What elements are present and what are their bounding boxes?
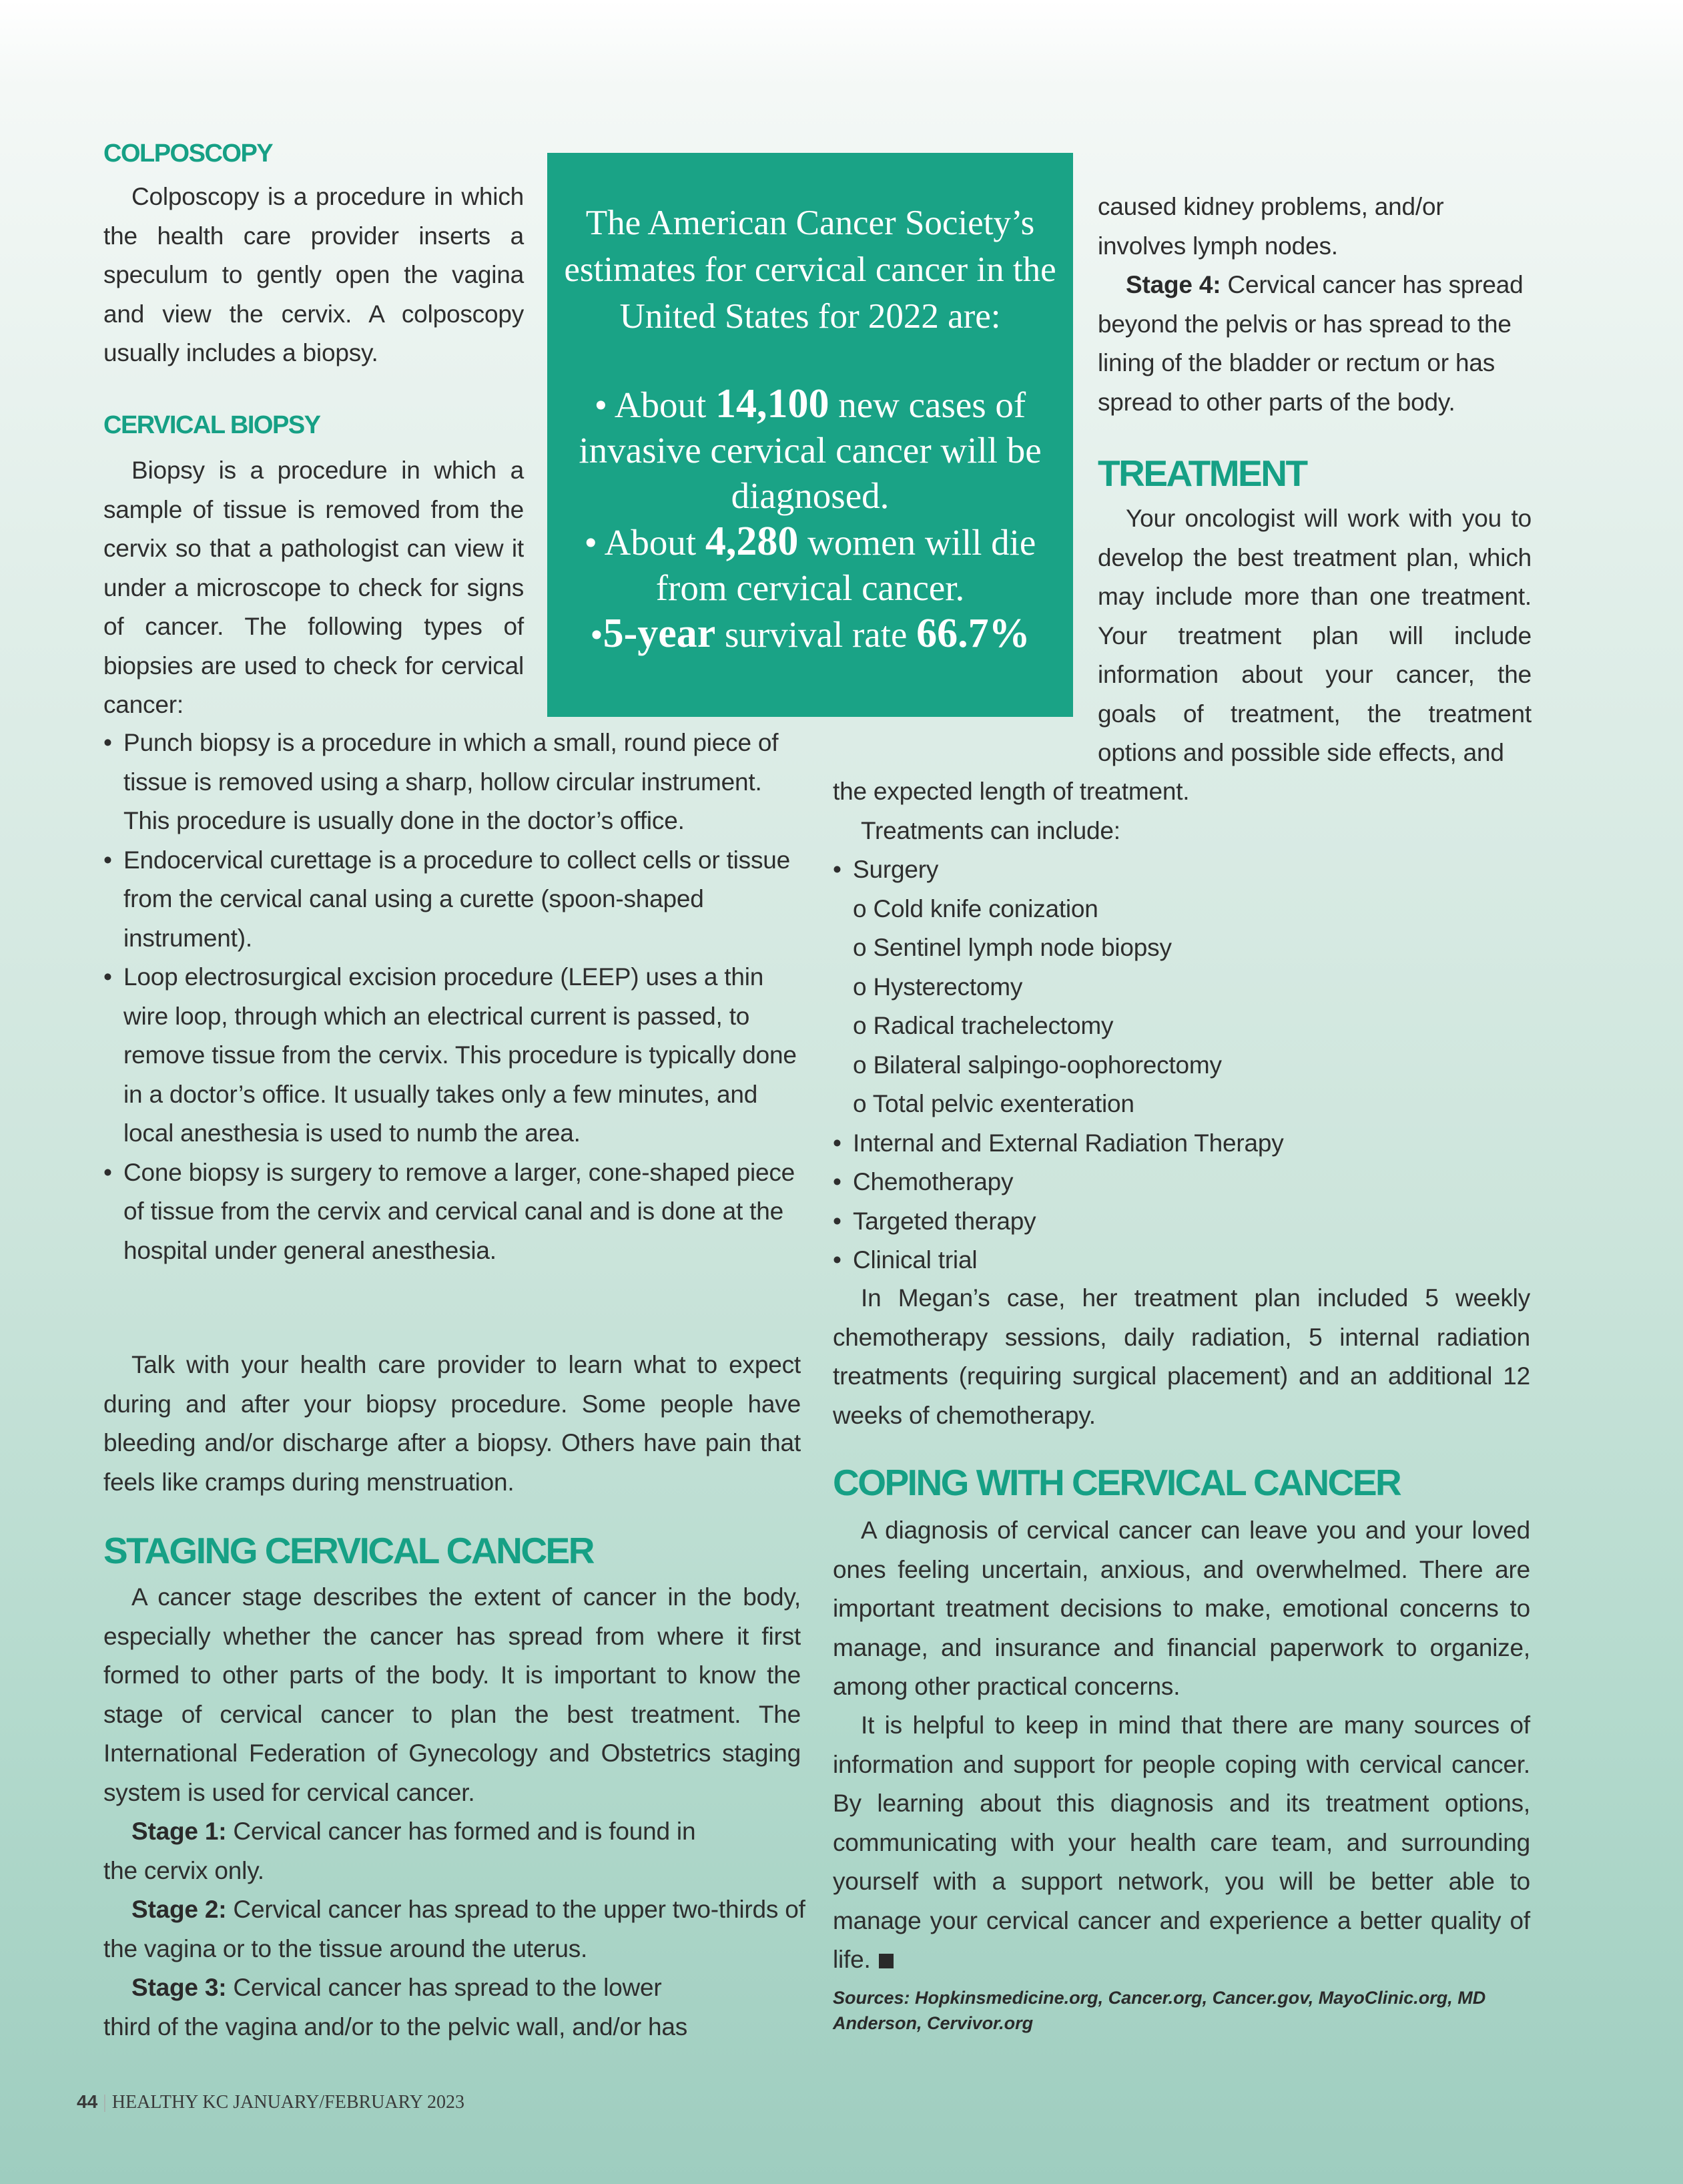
list-item: • Cone biopsy is surgery to remove a larger, cone-shaped piece of tissue from the cervix and cervical canal and is done at the hospital under general anesthesia. [103,1153,804,1271]
callout-item2-pre: • About [584,522,705,563]
callout-item-survival [563,611,1057,657]
callout-item3-pre: • [590,614,603,655]
other-treatments-list [833,1124,1534,1280]
treatment-body-cont: the expected length of treatment. [833,778,1190,805]
megan-case-text: In Megan’s case, her treatment plan included 5 weekly chemotherapy sessions, daily radiation, 5 internal radiation treatments (requiring surgical placement) and an additional 12 weeks of chemotherapy. [833,1284,1530,1429]
stage-3-line-a [103,1968,811,2008]
stage-2-line-b: the vagina or to the tissue around the uterus. [103,1934,588,1962]
list-item: o Total pelvic exenteration [853,1090,1134,1117]
list-item: o Cold knife conization [853,894,1098,922]
callout-item1-pre: • About [594,384,715,425]
callout-heading: The American Cancer Society’s estimates for cervical cancer in the United States for 2022 are: [564,204,1056,336]
surgery-list [833,850,1534,890]
stage-3-text: Cervical cancer has spread to the lower [226,1974,662,2001]
page-number: 44 [77,2091,98,2112]
list-item: o Sentinel lymph node biopsy [853,934,1172,961]
list-item: • Loop electrosurgical excision procedure (LEEP) uses a thin wire loop, through which an electrical current is passed, to remove tissue from the cervix. This procedure is typically done in a doctor’s office. It usually takes only a few minutes, and local anesthesia is used to numb the area. [103,958,804,1153]
stage-1-text: Cervical cancer has formed and is found in [226,1818,696,1845]
stage-3-label: Stage 3: [131,1974,227,2001]
coping-paragraph-1: A diagnosis of cervical cancer can leave you and your loved ones feeling uncertain, anxious, and overwhelmed. There are important treatment decisions to make, emotional concerns to manage, and insurance and financial paperwork to organize, among other practical concerns. [833,1517,1530,1700]
list-item: • Internal and External Radiation Therapy [833,1124,1534,1163]
callout-item-deaths [563,519,1057,611]
treatment-heading: TREATMENT [1098,453,1307,494]
stage-4-label: Stage 4: [1126,271,1221,298]
biopsy-followup-text: Talk with your health care provider to learn what to expect during and after your biopsy procedure. Some people have bleeding and/or discharge after a biopsy. Others have pain that feels like cramps during menstruation. [103,1351,801,1496]
coping-heading: COPING WITH CERVICAL CANCER [833,1462,1401,1503]
surgery-subitems [833,890,1534,1124]
list-item: o Hysterectomy [853,973,1023,1001]
treatment-options-list [833,850,1534,1280]
stage-3-continued [1098,188,1532,266]
list-item: o Bilateral salpingo-oophorectomy [853,1051,1222,1079]
stage-3-cont-line-b: involves lymph nodes. [1098,232,1338,260]
stage-1-label: Stage 1: [131,1818,227,1845]
callout-item-new-cases [563,381,1057,519]
stage-2-line-a [103,1890,811,1930]
stage-2-label: Stage 2: [131,1896,227,1923]
end-mark-icon [879,1954,894,1968]
footer-separator: | [103,2092,107,2113]
list-item: • Chemotherapy [833,1163,1534,1202]
list-item: • Clinical trial [833,1241,1534,1280]
sources-citation: Sources: Hopkinsmedicine.org, Cancer.org, Cancer.gov, MayoClinic.org, MD Anderson, Cervivor.org [833,1988,1486,2033]
cervical-biopsy-body: Biopsy is a procedure in which a sample of tissue is removed from the cervix so that a pathologist can view it under a microscope to check for signs of cancer. The following types of biopsies are used to check for cervical cancer: [103,457,524,718]
colposcopy-body: Colposcopy is a procedure in which the health care provider inserts a speculum to gently open the vagina and view the cervix. A colposcopy usually includes a biopsy. [103,183,524,366]
callout-item2-post: women will die from cervical cancer. [655,522,1036,608]
acs-estimates-callout [547,153,1073,717]
treatments-can-include: Treatments can include: [861,817,1120,844]
publication-name: HEALTHY KC JANUARY/FEBRUARY 2023 [111,2092,464,2113]
treatment-body: Your oncologist will work with you to develop the best treatment plan, which may include more than one treatment. Your treatment plan will include information about your cancer, the goals of treatment, the treatment options and possible side effects, and [1098,505,1532,766]
stage-3-cont-line-a: caused kidney problems, and/or [1098,193,1444,220]
callout-item3-mid: survival rate [715,614,917,655]
callout-survival-period: 5-year [603,611,716,656]
callout-item1-post: new cases of invasive cervical cancer will be diagnosed. [579,384,1042,516]
cervical-biopsy-heading: CERVICAL BIOPSY [103,411,320,439]
page-footer [77,2091,464,2113]
biopsy-types-list [103,724,804,1270]
staging-body: A cancer stage describes the extent of cancer in the body, especially whether the cancer has spread from where it first formed to other parts of the body. It is important to know the stage of cervical cancer to plan the best treatment. The International Federation of Gynecology and Obstetrics staging system is used for cervical cancer. [103,1583,801,1806]
list-item: • Targeted therapy [833,1202,1534,1242]
coping-paragraph-2-text: It is helpful to keep in mind that there are many sources of information and support for people coping with cervical cancer. By learning about this diagnosis and its treatment options, communicating with your health care team, and surrounding yourself with a support network, you will be better able to manage your cervical cancer and experience a better quality of life. [833,1711,1530,1973]
colposcopy-heading: COLPOSCOPY [103,140,273,168]
stage-2-text: Cervical cancer has spread to the upper two-thirds of [226,1896,805,1923]
list-item: • Surgery [833,850,1534,890]
list-item: • Punch biopsy is a procedure in which a small, round piece of tissue is removed using a sharp, hollow circular instrument. This procedure is usually done in the doctor’s office. [103,724,804,841]
stage-4-paragraph [1098,266,1532,422]
list-item: o Radical trachelectomy [853,1012,1114,1039]
stage-3-line-b: third of the vagina and/or to the pelvic wall, and/or has [103,2012,688,2040]
stage-1-line-b: the cervix only. [103,1856,264,1884]
callout-survival-rate: 66.7% [916,611,1030,656]
staging-heading: STAGING CERVICAL CANCER [103,1530,593,1571]
callout-new-cases-number: 14,100 [715,381,829,427]
stage-1-line-a [103,1812,811,1852]
list-item: • Endocervical curettage is a procedure to collect cells or tissue from the cervical canal using a curette (spoon-shaped instrument). [103,841,804,959]
stage-list [103,1812,811,2046]
callout-deaths-number: 4,280 [705,519,799,564]
stage-4-text: Cervical cancer has spread beyond the pelvis or has spread to the lining of the bladder or rectum or has spread to other parts of the body. [1098,271,1524,416]
coping-paragraph-2 [833,1706,1530,1980]
